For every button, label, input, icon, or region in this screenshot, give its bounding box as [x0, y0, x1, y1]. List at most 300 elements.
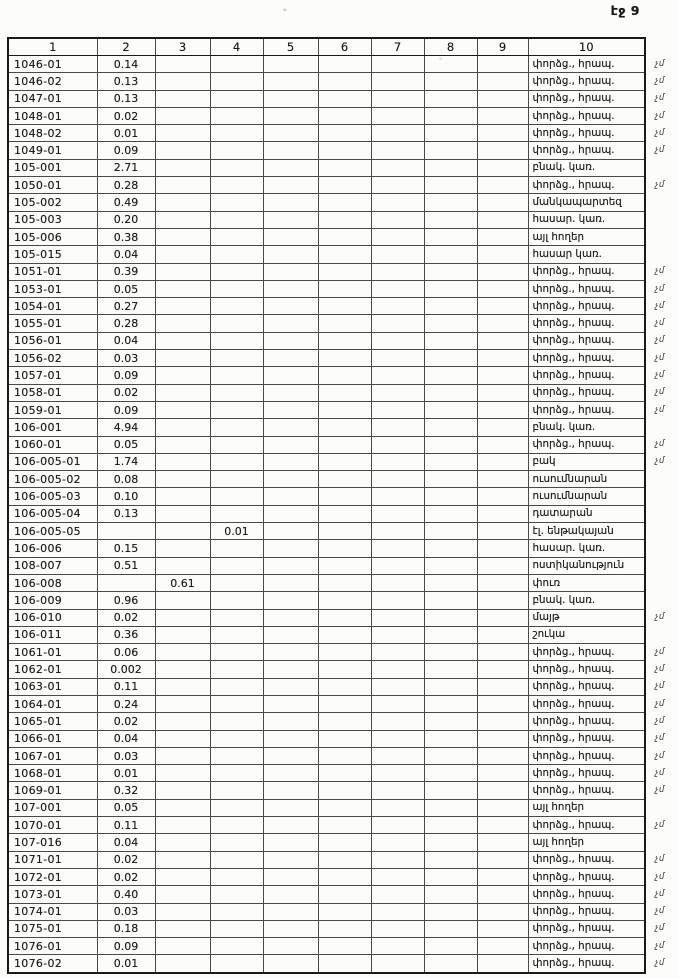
parcel-code-cell: 1057-01: [8, 367, 97, 384]
col7-empty-cell: [371, 90, 424, 107]
col8-empty-cell: [424, 713, 477, 730]
land-use-cell: այլ հողեր: [528, 834, 645, 851]
col3-value-cell: [155, 713, 210, 730]
col6-empty-cell: [318, 678, 371, 695]
col6-empty-cell: [318, 523, 371, 540]
parcel-code-cell: 1067-01: [8, 747, 97, 764]
table-row: [8, 332, 676, 349]
margin-note: չմ: [655, 127, 665, 138]
parcel-code-cell: 107-001: [8, 799, 97, 816]
parcel-code-cell: 1073-01: [8, 886, 97, 903]
col9-empty-cell: [477, 626, 528, 643]
col9-empty-cell: [477, 747, 528, 764]
land-use-cell: փորձց., հրապ.: [528, 955, 645, 973]
land-use-cell: փորձց., հրապ.: [528, 730, 645, 747]
col5-empty-cell: [263, 713, 318, 730]
land-use-cell: փորձց., հրապ.: [528, 695, 645, 712]
col7-empty-cell: [371, 177, 424, 194]
margin-note: չմ: [655, 58, 665, 69]
col8-empty-cell: [424, 834, 477, 851]
col6-empty-cell: [318, 592, 371, 609]
col9-empty-cell: [477, 125, 528, 142]
col2-value-cell: 0.02: [97, 713, 155, 730]
col9-empty-cell: [477, 177, 528, 194]
col5-empty-cell: [263, 747, 318, 764]
col4-value-cell: [210, 90, 263, 107]
col2-value-cell: 0.51: [97, 557, 155, 574]
margin-note: չմ: [655, 646, 665, 657]
col6-empty-cell: [318, 540, 371, 557]
land-use-cell: այլ հողեր: [528, 799, 645, 816]
margin-note: չմ: [655, 404, 665, 415]
col9-empty-cell: [477, 194, 528, 211]
col8-empty-cell: [424, 298, 477, 315]
col7-empty-cell: [371, 747, 424, 764]
col9-empty-cell: [477, 817, 528, 834]
col8-empty-cell: [424, 315, 477, 332]
col4-value-cell: [210, 574, 263, 591]
col5-empty-cell: [263, 280, 318, 297]
parcel-code-cell: 1054-01: [8, 298, 97, 315]
col7-empty-cell: [371, 903, 424, 920]
col5-empty-cell: [263, 817, 318, 834]
col6-empty-cell: [318, 765, 371, 782]
col5-empty-cell: [263, 938, 318, 955]
column-header-2: 2: [97, 38, 155, 56]
col4-value-cell: [210, 817, 263, 834]
col8-empty-cell: [424, 90, 477, 107]
margin-note: [645, 159, 676, 176]
table-row: [8, 540, 676, 557]
col4-value-cell: [210, 73, 263, 90]
col4-value-cell: [210, 125, 263, 142]
col6-empty-cell: [318, 955, 371, 973]
col3-value-cell: [155, 453, 210, 470]
col6-empty-cell: [318, 938, 371, 955]
col4-value-cell: [210, 177, 263, 194]
col8-empty-cell: [424, 920, 477, 937]
col2-value-cell: 2.71: [97, 159, 155, 176]
margin-note: չմ: [655, 145, 665, 156]
col2-value-cell: 0.15: [97, 540, 155, 557]
land-use-cell: փորձց., հրապ.: [528, 886, 645, 903]
margin-note: [645, 419, 676, 436]
col5-empty-cell: [263, 56, 318, 73]
table-row: [8, 194, 676, 211]
col5-empty-cell: [263, 592, 318, 609]
table-row: [8, 713, 676, 730]
col7-empty-cell: [371, 505, 424, 522]
land-use-cell: ոստիկանություն: [528, 557, 645, 574]
table-row: [8, 90, 676, 107]
col5-empty-cell: [263, 868, 318, 885]
col2-value-cell: 0.28: [97, 177, 155, 194]
land-use-cell: փորձց., հրապ.: [528, 644, 645, 661]
table-row: [8, 557, 676, 574]
col9-empty-cell: [477, 938, 528, 955]
col4-value-cell: [210, 246, 263, 263]
margin-note: չմ: [655, 612, 665, 623]
table-row: [8, 644, 676, 661]
parcel-code-cell: 105-003: [8, 211, 97, 228]
table-row: [8, 177, 676, 194]
col9-empty-cell: [477, 401, 528, 418]
col5-empty-cell: [263, 125, 318, 142]
col3-value-cell: [155, 920, 210, 937]
column-header-10: 10: [528, 38, 645, 56]
col4-value-cell: [210, 903, 263, 920]
col6-empty-cell: [318, 661, 371, 678]
column-header-4: 4: [210, 38, 263, 56]
margin-note: չմ: [655, 369, 665, 380]
col9-empty-cell: [477, 540, 528, 557]
col3-value-cell: [155, 557, 210, 574]
col5-empty-cell: [263, 834, 318, 851]
land-use-cell: փորձց., հրապ.: [528, 73, 645, 90]
col4-value-cell: [210, 540, 263, 557]
col8-empty-cell: [424, 471, 477, 488]
col3-value-cell: [155, 228, 210, 245]
col3-value-cell: [155, 834, 210, 851]
land-use-cell: փորձց., հրապ.: [528, 263, 645, 280]
col6-empty-cell: [318, 730, 371, 747]
col6-empty-cell: [318, 194, 371, 211]
col7-empty-cell: [371, 471, 424, 488]
col3-value-cell: [155, 90, 210, 107]
col7-empty-cell: [371, 851, 424, 868]
col4-value-cell: [210, 298, 263, 315]
margin-note: [645, 592, 676, 609]
col4-value-cell: [210, 557, 263, 574]
col3-value-cell: [155, 523, 210, 540]
land-use-cell: փորձց., հրապ.: [528, 851, 645, 868]
land-use-cell: մանկապարտեզ: [528, 194, 645, 211]
col9-empty-cell: [477, 592, 528, 609]
parcel-code-cell: 1046-02: [8, 73, 97, 90]
table-row: [8, 107, 676, 124]
table-row: [8, 868, 676, 885]
parcel-code-cell: 1056-01: [8, 332, 97, 349]
land-use-cell: հասար կառ.: [528, 246, 645, 263]
col3-value-cell: [155, 644, 210, 661]
col3-value-cell: [155, 592, 210, 609]
col9-empty-cell: [477, 644, 528, 661]
col3-value-cell: [155, 765, 210, 782]
col6-empty-cell: [318, 315, 371, 332]
col3-value-cell: [155, 661, 210, 678]
parcel-code-cell: 105-015: [8, 246, 97, 263]
col8-empty-cell: [424, 263, 477, 280]
col8-empty-cell: [424, 938, 477, 955]
col8-empty-cell: [424, 488, 477, 505]
col8-empty-cell: [424, 280, 477, 297]
table-row: [8, 799, 676, 816]
col8-empty-cell: [424, 695, 477, 712]
col4-value-cell: [210, 436, 263, 453]
col5-empty-cell: [263, 782, 318, 799]
col3-value-cell: [155, 56, 210, 73]
margin-note: [645, 194, 676, 211]
col9-empty-cell: [477, 695, 528, 712]
col2-value-cell: 0.05: [97, 436, 155, 453]
parcel-code-cell: 1075-01: [8, 920, 97, 937]
column-header-8: 8: [424, 38, 477, 56]
col3-value-cell: [155, 799, 210, 816]
col7-empty-cell: [371, 211, 424, 228]
col4-value-cell: [210, 678, 263, 695]
col9-empty-cell: [477, 107, 528, 124]
col6-empty-cell: [318, 644, 371, 661]
col7-empty-cell: [371, 367, 424, 384]
col4-value-cell: [210, 747, 263, 764]
parcel-code-cell: 106-005-04: [8, 505, 97, 522]
table-row: [8, 56, 676, 73]
margin-note: չմ: [655, 456, 665, 467]
col6-empty-cell: [318, 384, 371, 401]
col3-value-cell: [155, 782, 210, 799]
table-row: [8, 886, 676, 903]
col7-empty-cell: [371, 401, 424, 418]
col3-value-cell: [155, 177, 210, 194]
col2-value-cell: 0.05: [97, 799, 155, 816]
col5-empty-cell: [263, 419, 318, 436]
land-register-table: [7, 37, 677, 974]
parcel-code-cell: 1076-02: [8, 955, 97, 973]
table-row: [8, 782, 676, 799]
col7-empty-cell: [371, 315, 424, 332]
col5-empty-cell: [263, 626, 318, 643]
col8-empty-cell: [424, 661, 477, 678]
col9-empty-cell: [477, 142, 528, 159]
margin-note: չմ: [655, 750, 665, 761]
table-row: [8, 384, 676, 401]
col6-empty-cell: [318, 280, 371, 297]
col9-empty-cell: [477, 730, 528, 747]
margin-note: [645, 228, 676, 245]
col6-empty-cell: [318, 713, 371, 730]
parcel-code-cell: 1060-01: [8, 436, 97, 453]
table-row: [8, 920, 676, 937]
col9-empty-cell: [477, 384, 528, 401]
col8-empty-cell: [424, 523, 477, 540]
table-row: [8, 263, 676, 280]
col6-empty-cell: [318, 609, 371, 626]
col8-empty-cell: [424, 765, 477, 782]
land-use-cell: փորձց., հրապ.: [528, 678, 645, 695]
col5-empty-cell: [263, 920, 318, 937]
table-row: [8, 938, 676, 955]
col7-empty-cell: [371, 298, 424, 315]
col2-value-cell: 0.36: [97, 626, 155, 643]
land-use-cell: փորձց., հրապ.: [528, 747, 645, 764]
col5-empty-cell: [263, 765, 318, 782]
parcel-code-cell: 1062-01: [8, 661, 97, 678]
margin-note: չմ: [655, 266, 665, 277]
col2-value-cell: 0.002: [97, 661, 155, 678]
parcel-code-cell: 106-010: [8, 609, 97, 626]
column-header-9: 9: [477, 38, 528, 56]
margin-note: չմ: [655, 906, 665, 917]
col3-value-cell: [155, 747, 210, 764]
margin-note: չմ: [655, 940, 665, 951]
land-use-cell: ուսումնարան: [528, 488, 645, 505]
col3-value-cell: [155, 350, 210, 367]
margin-note: չմ: [655, 785, 665, 796]
column-header-1: 1: [8, 38, 97, 56]
col5-empty-cell: [263, 609, 318, 626]
col3-value-cell: [155, 955, 210, 973]
margin-note: [645, 557, 676, 574]
col2-value-cell: 0.20: [97, 211, 155, 228]
col9-empty-cell: [477, 557, 528, 574]
col3-value-cell: [155, 868, 210, 885]
column-header-7: 7: [371, 38, 424, 56]
margin-note: չմ: [655, 664, 665, 675]
col9-empty-cell: [477, 765, 528, 782]
table-row: [8, 574, 676, 591]
col7-empty-cell: [371, 626, 424, 643]
col6-empty-cell: [318, 436, 371, 453]
col4-value-cell: [210, 713, 263, 730]
col5-empty-cell: [263, 246, 318, 263]
margin-note: չմ: [655, 283, 665, 294]
col2-value-cell: 0.10: [97, 488, 155, 505]
col4-value-cell: [210, 782, 263, 799]
col7-empty-cell: [371, 228, 424, 245]
col9-empty-cell: [477, 315, 528, 332]
col8-empty-cell: [424, 56, 477, 73]
col4-value-cell: [210, 592, 263, 609]
col8-empty-cell: [424, 350, 477, 367]
col4-value-cell: [210, 107, 263, 124]
col5-empty-cell: [263, 228, 318, 245]
col3-value-cell: [155, 540, 210, 557]
table-row: [8, 125, 676, 142]
col2-value-cell: 0.01: [97, 125, 155, 142]
col8-empty-cell: [424, 747, 477, 764]
parcel-code-cell: 106-005-05: [8, 523, 97, 540]
col2-value-cell: 0.39: [97, 263, 155, 280]
parcel-code-cell: 1074-01: [8, 903, 97, 920]
col9-empty-cell: [477, 159, 528, 176]
col5-empty-cell: [263, 107, 318, 124]
col9-empty-cell: [477, 350, 528, 367]
col8-empty-cell: [424, 401, 477, 418]
col9-empty-cell: [477, 298, 528, 315]
col7-empty-cell: [371, 730, 424, 747]
col3-value-cell: [155, 609, 210, 626]
col6-empty-cell: [318, 142, 371, 159]
col5-empty-cell: [263, 367, 318, 384]
col8-empty-cell: [424, 574, 477, 591]
col5-empty-cell: [263, 159, 318, 176]
parcel-code-cell: 1056-02: [8, 350, 97, 367]
col4-value-cell: [210, 211, 263, 228]
col9-empty-cell: [477, 799, 528, 816]
col4-value-cell: [210, 453, 263, 470]
col8-empty-cell: [424, 177, 477, 194]
col8-empty-cell: [424, 228, 477, 245]
margin-note: չմ: [655, 871, 665, 882]
column-header-3: 3: [155, 38, 210, 56]
col3-value-cell: [155, 626, 210, 643]
col3-value-cell: [155, 401, 210, 418]
col6-empty-cell: [318, 90, 371, 107]
table-row: [8, 678, 676, 695]
col9-empty-cell: [477, 851, 528, 868]
col7-empty-cell: [371, 332, 424, 349]
col9-empty-cell: [477, 903, 528, 920]
col9-empty-cell: [477, 228, 528, 245]
col6-empty-cell: [318, 782, 371, 799]
parcel-code-cell: 1053-01: [8, 280, 97, 297]
margin-note: [645, 211, 676, 228]
col3-value-cell: [155, 367, 210, 384]
col4-value-cell: [210, 401, 263, 418]
col7-empty-cell: [371, 920, 424, 937]
col6-empty-cell: [318, 920, 371, 937]
col6-empty-cell: [318, 56, 371, 73]
table-row: [8, 592, 676, 609]
table-row: [8, 471, 676, 488]
margin-note: [645, 626, 676, 643]
col7-empty-cell: [371, 419, 424, 436]
col8-empty-cell: [424, 73, 477, 90]
col3-value-cell: [155, 938, 210, 955]
col4-value-cell: [210, 955, 263, 973]
col7-empty-cell: [371, 592, 424, 609]
land-use-cell: մայթ: [528, 609, 645, 626]
parcel-code-cell: 106-005-03: [8, 488, 97, 505]
table-row: [8, 730, 676, 747]
col9-empty-cell: [477, 505, 528, 522]
col6-empty-cell: [318, 125, 371, 142]
table-row: [8, 488, 676, 505]
col2-value-cell: 0.01: [97, 765, 155, 782]
col7-empty-cell: [371, 609, 424, 626]
table-row: [8, 159, 676, 176]
col6-empty-cell: [318, 246, 371, 263]
col2-value-cell: 0.28: [97, 315, 155, 332]
parcel-code-cell: 1061-01: [8, 644, 97, 661]
parcel-code-cell: 1071-01: [8, 851, 97, 868]
land-use-cell: էլ. ենթակայան: [528, 523, 645, 540]
col3-value-cell: [155, 159, 210, 176]
margin-note: չմ: [655, 854, 665, 865]
col7-empty-cell: [371, 938, 424, 955]
col5-empty-cell: [263, 955, 318, 973]
col6-empty-cell: [318, 350, 371, 367]
col2-value-cell: 0.49: [97, 194, 155, 211]
col7-empty-cell: [371, 263, 424, 280]
table-row: [8, 523, 676, 540]
col8-empty-cell: [424, 955, 477, 973]
col3-value-cell: [155, 332, 210, 349]
col9-empty-cell: [477, 609, 528, 626]
land-use-cell: բնակ. կառ.: [528, 592, 645, 609]
col6-empty-cell: [318, 903, 371, 920]
margin-note: չմ: [655, 888, 665, 899]
col5-empty-cell: [263, 678, 318, 695]
col5-empty-cell: [263, 661, 318, 678]
col9-empty-cell: [477, 834, 528, 851]
parcel-code-cell: 1069-01: [8, 782, 97, 799]
col9-empty-cell: [477, 920, 528, 937]
col6-empty-cell: [318, 263, 371, 280]
col9-empty-cell: [477, 453, 528, 470]
table-row: [8, 747, 676, 764]
col4-value-cell: [210, 263, 263, 280]
